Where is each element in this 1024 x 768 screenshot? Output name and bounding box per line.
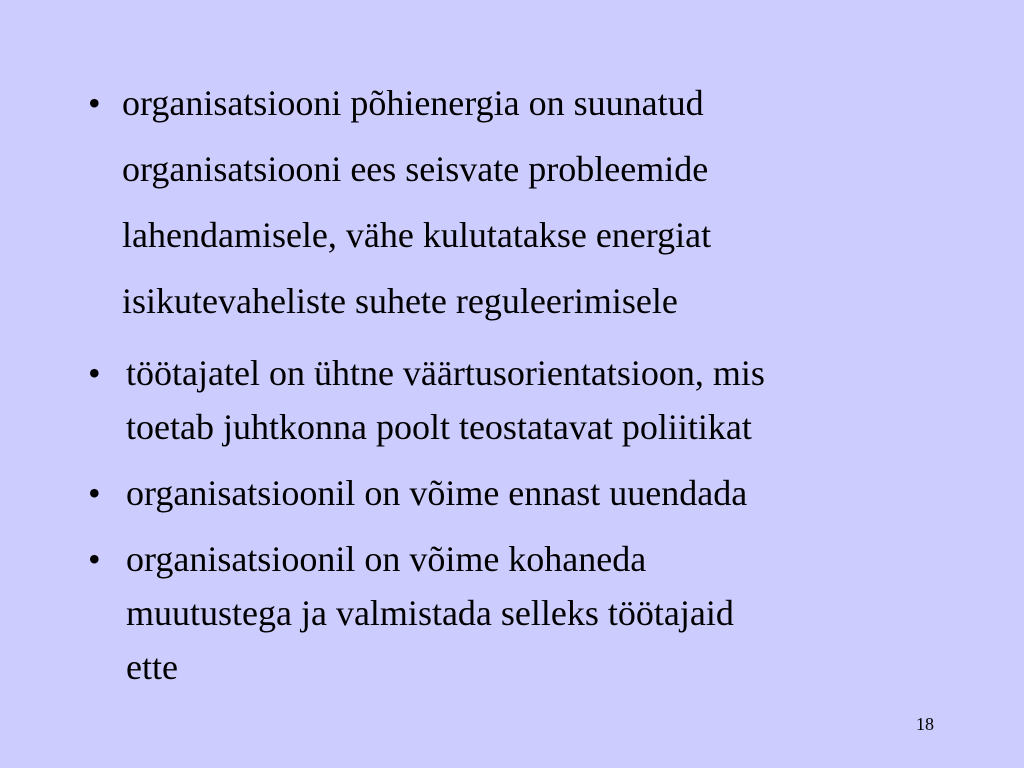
bullet-text: töötajatel on ühtne väärtusorientatsioon, mis toetab juhtkonna poolt teostatavat poliitikat — [126, 353, 765, 447]
slide-number: 18 — [916, 714, 934, 734]
bullet-icon: • — [88, 473, 101, 513]
bullet-icon: • — [88, 83, 101, 123]
bullet-text: organisatsiooni põhienergia on suunatud organisatsiooni ees seisvate probleemide lahendamisele, vähe kulutatakse energiat isikutevaheliste suhete reguleerimisele — [122, 83, 712, 321]
bullet-icon: • — [88, 539, 101, 579]
bullet-item — [88, 532, 968, 694]
bullet-icon: • — [88, 353, 101, 393]
bullet-item — [88, 466, 968, 520]
bullet-item — [88, 346, 968, 454]
bullet-text: organisatsioonil on võime ennast uuendada — [126, 473, 748, 513]
bullet-item — [88, 70, 968, 334]
bullet-text: organisatsioonil on võime kohaneda muutustega ja valmistada selleks töötajaid ette — [126, 539, 734, 687]
bullet-list — [88, 70, 968, 706]
